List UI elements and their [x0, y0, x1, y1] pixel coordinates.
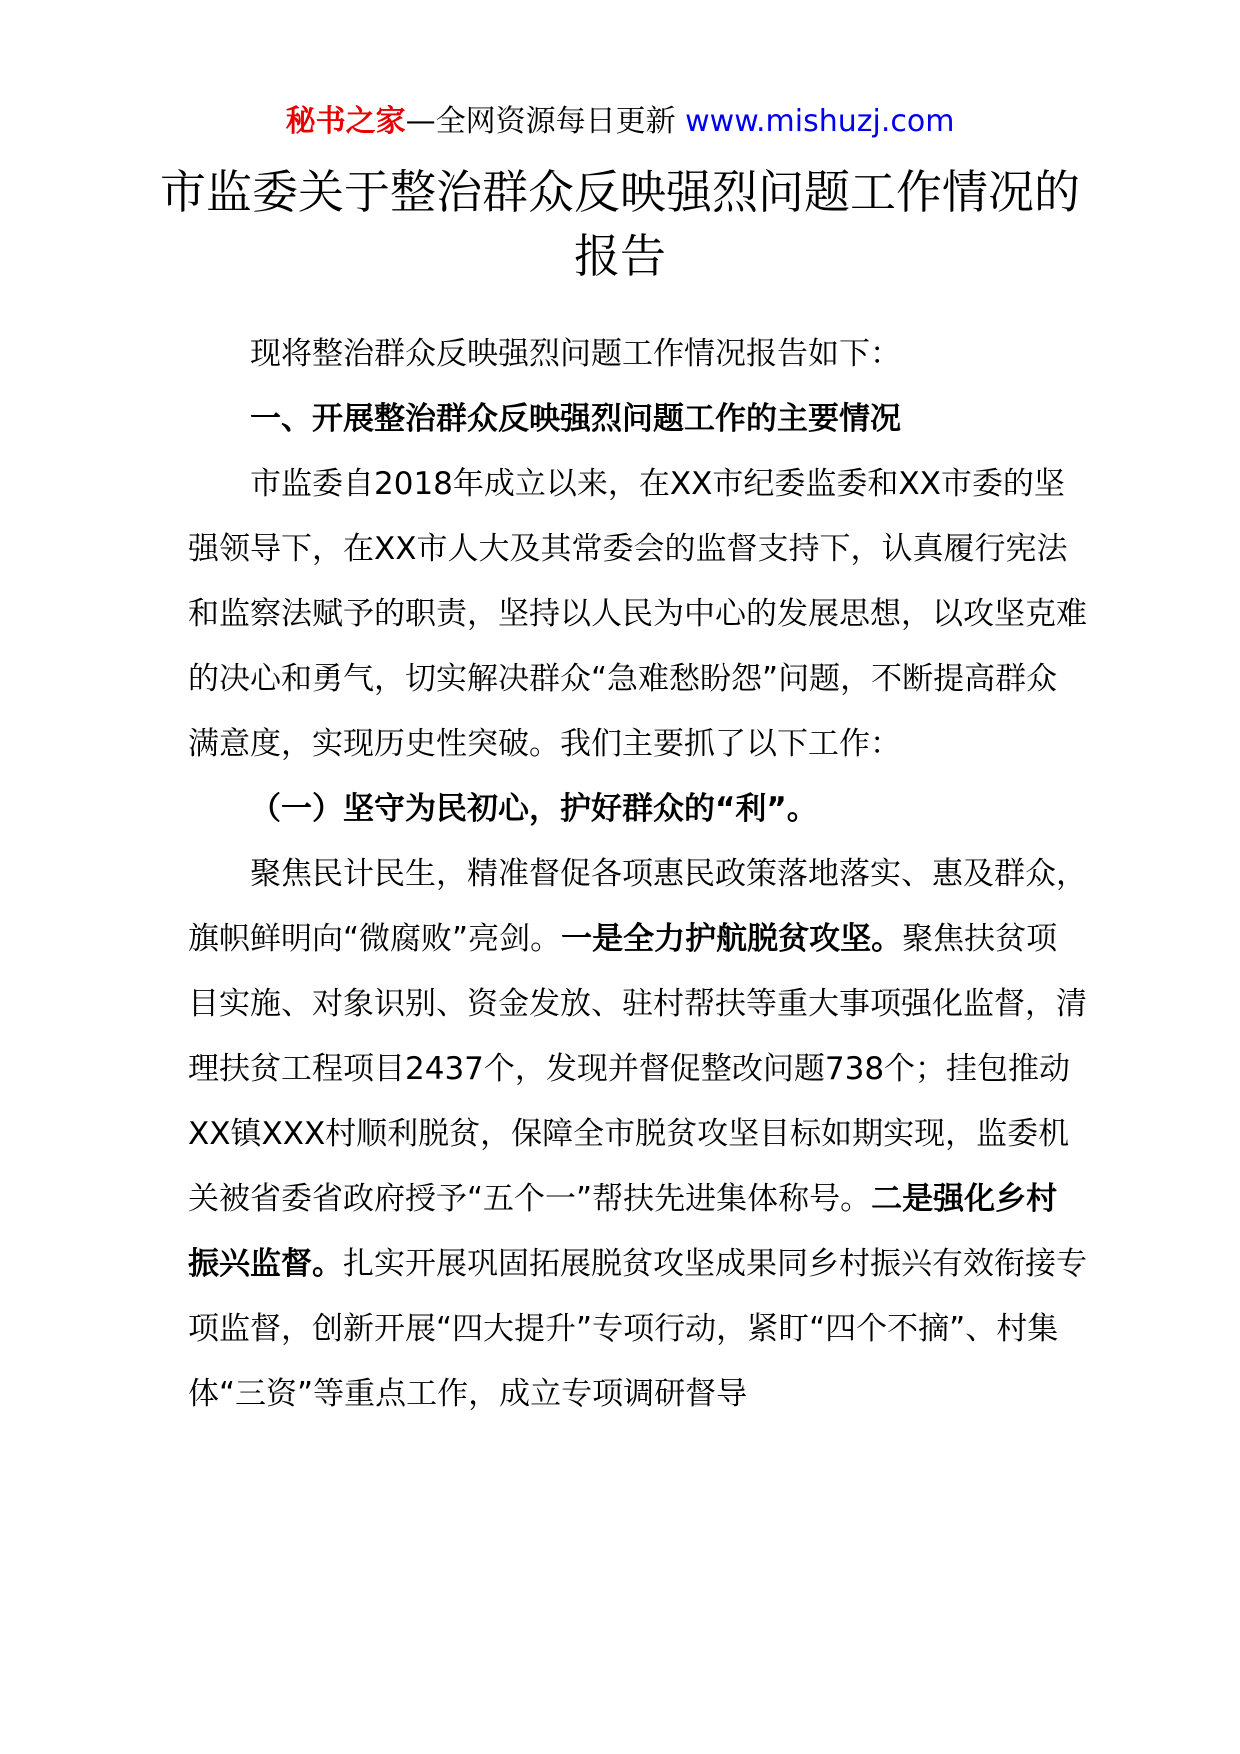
document-body [188, 322, 1088, 1427]
body-paragraph: 市监委自2018年成立以来，在XX市纪委监委和XX市委的坚强领导下，在XX市人大及其常委会的监督支持下，认真履行宪法和监察法赋予的职责，坚持以人民为中心的发展思想，以攻坚克难的决心和勇气，切实解决群众“急难愁盼怨”问题，不断提高群众满意度，实现历史性突破。我们主要抓了以下工作： [188, 466, 1087, 762]
section-heading: 一、开展整治群众反映强烈问题工作的主要情况 [250, 401, 901, 437]
subsection-heading: （一）坚守为民初心，护好群众的“利”。 [250, 791, 818, 827]
paragraph-text: 聚焦民计民生，精准督促各项惠民政策落地落实、惠及群众，旗帜鲜明向“微腐败”亮剑。 [188, 856, 1087, 957]
header-tagline: —全网资源每日更新 [405, 104, 686, 139]
body-paragraph-2 [188, 842, 1088, 1427]
site-url-link[interactable]: www.mishuzj.com [685, 104, 955, 139]
paragraph-text: 扎实开展巩固拓展脱贫攻坚成果同乡村振兴有效衔接专项监督，创新开展“四大提升”专项行动，紧盯“四个不摘”、村集体“三资”等重点工作，成立专项调研督导 [188, 1246, 1087, 1412]
paragraph-text: 聚焦扶贫项目实施、对象识别、资金发放、驻村帮扶等重大事项强化监督，清理扶贫工程项目2437个，发现并督促整改问题738个；挂包推动XX镇XXX村顺利脱贫，保障全市脱贫攻坚目标如期实现，监委机关被省委省政府授予“五个一”帮扶先进集体称号。 [188, 921, 1087, 1217]
intro-paragraph: 现将整治群众反映强烈问题工作情况报告如下： [250, 336, 901, 372]
watermark-header [0, 102, 1240, 142]
bold-lead: 二是强化乡村振兴监督。 [188, 1181, 1058, 1282]
bold-lead: 一是全力护航脱贫攻坚。 [561, 921, 903, 957]
brand-name: 秘书之家 [285, 104, 406, 139]
document-title: 市监委关于整治群众反映强烈问题工作情况的报告 [160, 165, 1080, 283]
